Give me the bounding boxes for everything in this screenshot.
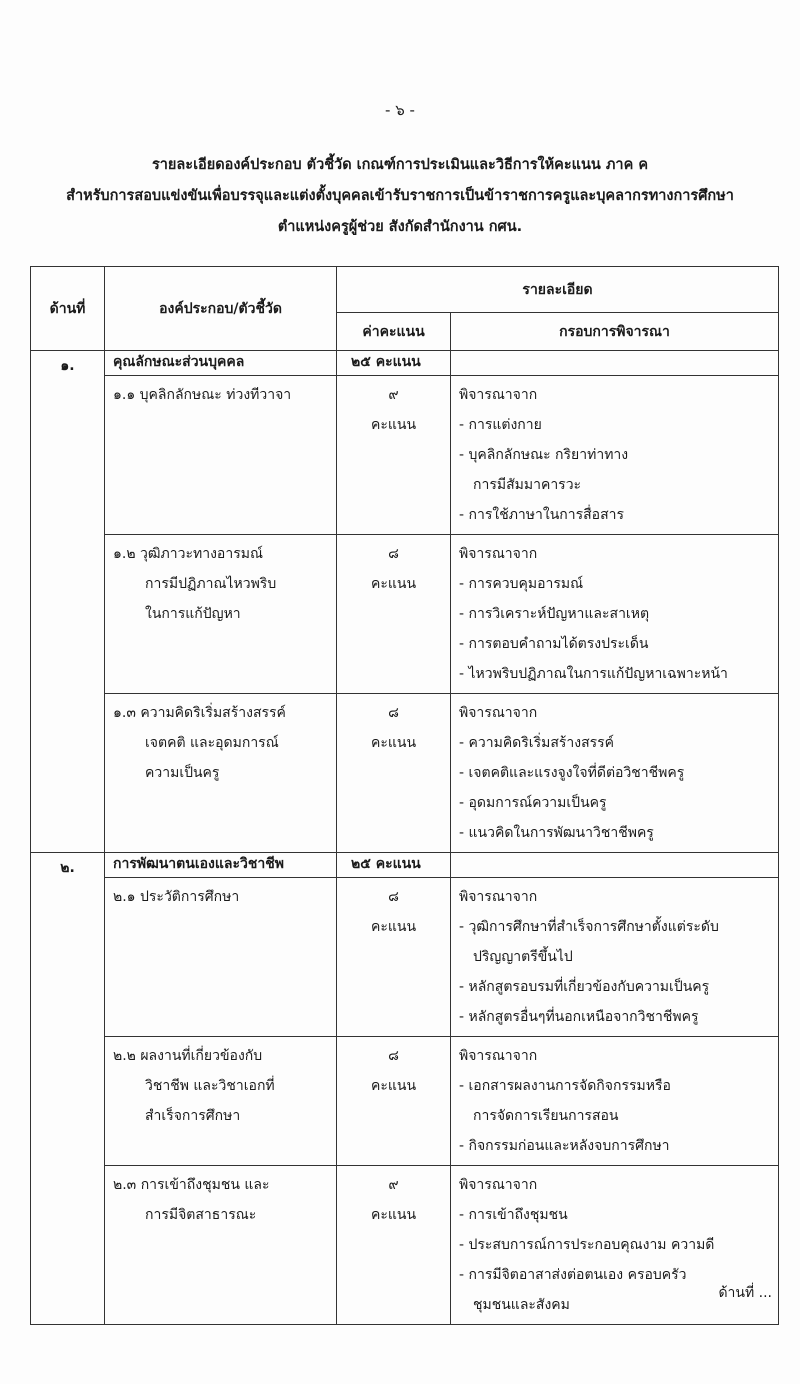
title-line-2: สำหรับการสอบแข่งขันเพื่อบรรจุและแต่งตั้งบุคคลเข้ารับราชการเป็นข้าราชการครูและบุคลากรทางการศึกษา	[66, 188, 734, 204]
indicator-name	[105, 535, 337, 694]
criteria-item: - ไหวพริบปฏิภาณในการแก้ปัญหาเฉพาะหน้า	[459, 666, 728, 682]
criteria-item: - กิจกรรมก่อนและหลังจบการศึกษา	[459, 1138, 670, 1154]
header-criteria: กรอบการพิจารณา	[451, 313, 779, 351]
criteria-item: - เจตคติและแรงจูงใจที่ดีต่อวิชาชีพครู	[459, 765, 685, 781]
indicator-row	[31, 535, 779, 694]
score-unit: คะแนน	[370, 1078, 417, 1094]
indicator-criteria	[451, 1037, 779, 1166]
indicator-score	[337, 376, 451, 535]
criteria-heading: พิจารณาจาก	[459, 705, 538, 721]
section-number: ๒.	[31, 853, 105, 1325]
score-unit: คะแนน	[370, 576, 417, 592]
score-unit: คะแนน	[370, 919, 417, 935]
indicator-line: การมีจิตสาธารณะ	[145, 1207, 257, 1223]
section-row	[31, 351, 779, 376]
indicator-score	[337, 1166, 451, 1325]
criteria-item: - อุดมการณ์ความเป็นครู	[459, 795, 607, 811]
criteria-item: การมีสัมมาคารวะ	[473, 477, 582, 493]
score-value: ๘	[388, 889, 399, 905]
score-unit: คะแนน	[370, 417, 417, 433]
score-value: ๘	[388, 1048, 399, 1064]
document-title	[20, 150, 780, 243]
title-line-3: ตำแหน่งครูผู้ช่วย สังกัดสำนักงาน กศน.	[277, 219, 523, 235]
criteria-item: - การมีจิตอาสาส่งต่อตนเอง ครอบครัว	[459, 1267, 687, 1283]
indicator-row	[31, 878, 779, 1037]
indicator-row	[31, 694, 779, 853]
criteria-item: - ประสบการณ์การประกอบคุณงาม ความดี	[459, 1237, 715, 1253]
indicator-line: ๒.๓ การเข้าถึงชุมชน และ	[113, 1177, 270, 1193]
indicator-line: ๑.๒ วุฒิภาวะทางอารมณ์	[113, 546, 263, 562]
header-details: รายละเอียด	[337, 267, 779, 313]
criteria-item: - การตอบคำถามได้ตรงประเด็น	[459, 636, 649, 652]
score-value: ๙	[388, 1177, 399, 1193]
section-name: คุณลักษณะส่วนบุคคล	[105, 351, 337, 376]
indicator-line: ๒.๒ ผลงานที่เกี่ยวข้องกับ	[113, 1048, 263, 1064]
indicator-line: ๒.๑ ประวัติการศึกษา	[113, 889, 240, 905]
score-value: ๘	[388, 546, 399, 562]
indicator-name	[105, 1166, 337, 1325]
score-value: ๙	[388, 387, 399, 403]
criteria-heading: พิจารณาจาก	[459, 387, 538, 403]
criteria-item: - บุคลิกลักษณะ กริยาท่าทาง	[459, 447, 629, 463]
criteria-heading: พิจารณาจาก	[459, 1177, 538, 1193]
indicator-criteria	[451, 878, 779, 1037]
section-score: ๒๕ คะแนน	[337, 853, 451, 878]
criteria-table	[30, 266, 779, 1325]
indicator-score	[337, 878, 451, 1037]
indicator-row	[31, 1037, 779, 1166]
criteria-item: - เอกสารผลงานการจัดกิจกรรมหรือ	[459, 1078, 671, 1094]
continuation-note: ด้านที่ ...	[718, 1285, 772, 1301]
indicator-row	[31, 376, 779, 535]
criteria-item: - ความคิดริเริ่มสร้างสรรค์	[459, 735, 615, 751]
indicator-line: การมีปฏิภาณไหวพริบ	[145, 576, 277, 592]
indicator-row	[31, 1166, 779, 1325]
criteria-item: - การแต่งกาย	[459, 417, 542, 433]
criteria-item: - การควบคุมอารมณ์	[459, 576, 584, 592]
indicator-line: ในการแก้ปัญหา	[145, 606, 241, 622]
criteria-item: - แนวคิดในการพัฒนาวิชาชีพครู	[459, 825, 654, 841]
score-unit: คะแนน	[370, 1207, 417, 1223]
criteria-heading: พิจารณาจาก	[459, 889, 538, 905]
criteria-item: ชุมชนและสังคม	[473, 1297, 570, 1313]
section-number: ๑.	[31, 351, 105, 853]
section-name: การพัฒนาตนเองและวิชาชีพ	[105, 853, 337, 878]
criteria-item: - หลักสูตรอื่นๆที่นอกเหนือจากวิชาชีพครู	[459, 1009, 699, 1025]
indicator-criteria	[451, 694, 779, 853]
indicator-line: วิชาชีพ และวิชาเอกที่	[145, 1078, 275, 1094]
section-criteria-empty	[451, 351, 779, 376]
indicator-name	[105, 694, 337, 853]
indicator-score	[337, 535, 451, 694]
header-aspect: ด้านที่	[31, 267, 105, 351]
title-line-1: รายละเอียดองค์ประกอบ ตัวชี้วัด เกณฑ์การประเมินและวิธีการให้คะแนน ภาค ค	[151, 157, 649, 173]
criteria-item: - การเข้าถึงชุมชน	[459, 1207, 568, 1223]
indicator-line: ๑.๓ ความคิดริเริ่มสร้างสรรค์	[113, 705, 286, 721]
criteria-item: - หลักสูตรอบรมที่เกี่ยวข้องกับความเป็นครู	[459, 979, 710, 995]
indicator-name	[105, 376, 337, 535]
indicator-line: ความเป็นครู	[145, 765, 220, 781]
criteria-item: - วุฒิการศึกษาที่สำเร็จการศึกษาตั้งแต่ระดับ	[459, 919, 719, 935]
page-number: - ๖ -	[385, 101, 415, 119]
section-score: ๒๕ คะแนน	[337, 351, 451, 376]
score-value: ๘	[388, 705, 399, 721]
indicator-score	[337, 694, 451, 853]
criteria-item: - การใช้ภาษาในการสื่อสาร	[459, 507, 625, 523]
score-unit: คะแนน	[370, 735, 417, 751]
table-body	[31, 351, 779, 1325]
indicator-criteria	[451, 376, 779, 535]
indicator-line: ๑.๑ บุคลิกลักษณะ ท่วงทีวาจา	[113, 387, 292, 403]
indicator-criteria	[451, 535, 779, 694]
criteria-heading: พิจารณาจาก	[459, 546, 538, 562]
criteria-item: - การวิเคราะห์ปัญหาและสาเหตุ	[459, 606, 650, 622]
header-component: องค์ประกอบ/ตัวชี้วัด	[105, 267, 337, 351]
indicator-line: เจตคติ และอุดมการณ์	[145, 735, 279, 751]
criteria-heading: พิจารณาจาก	[459, 1048, 538, 1064]
section-criteria-empty	[451, 853, 779, 878]
indicator-name	[105, 878, 337, 1037]
criteria-item: ปริญญาตรีขึ้นไป	[473, 949, 573, 965]
header-score: ค่าคะแนน	[337, 313, 451, 351]
indicator-score	[337, 1037, 451, 1166]
section-row	[31, 853, 779, 878]
criteria-item: การจัดการเรียนการสอน	[473, 1108, 619, 1124]
indicator-line: สำเร็จการศึกษา	[145, 1108, 241, 1124]
indicator-name	[105, 1037, 337, 1166]
